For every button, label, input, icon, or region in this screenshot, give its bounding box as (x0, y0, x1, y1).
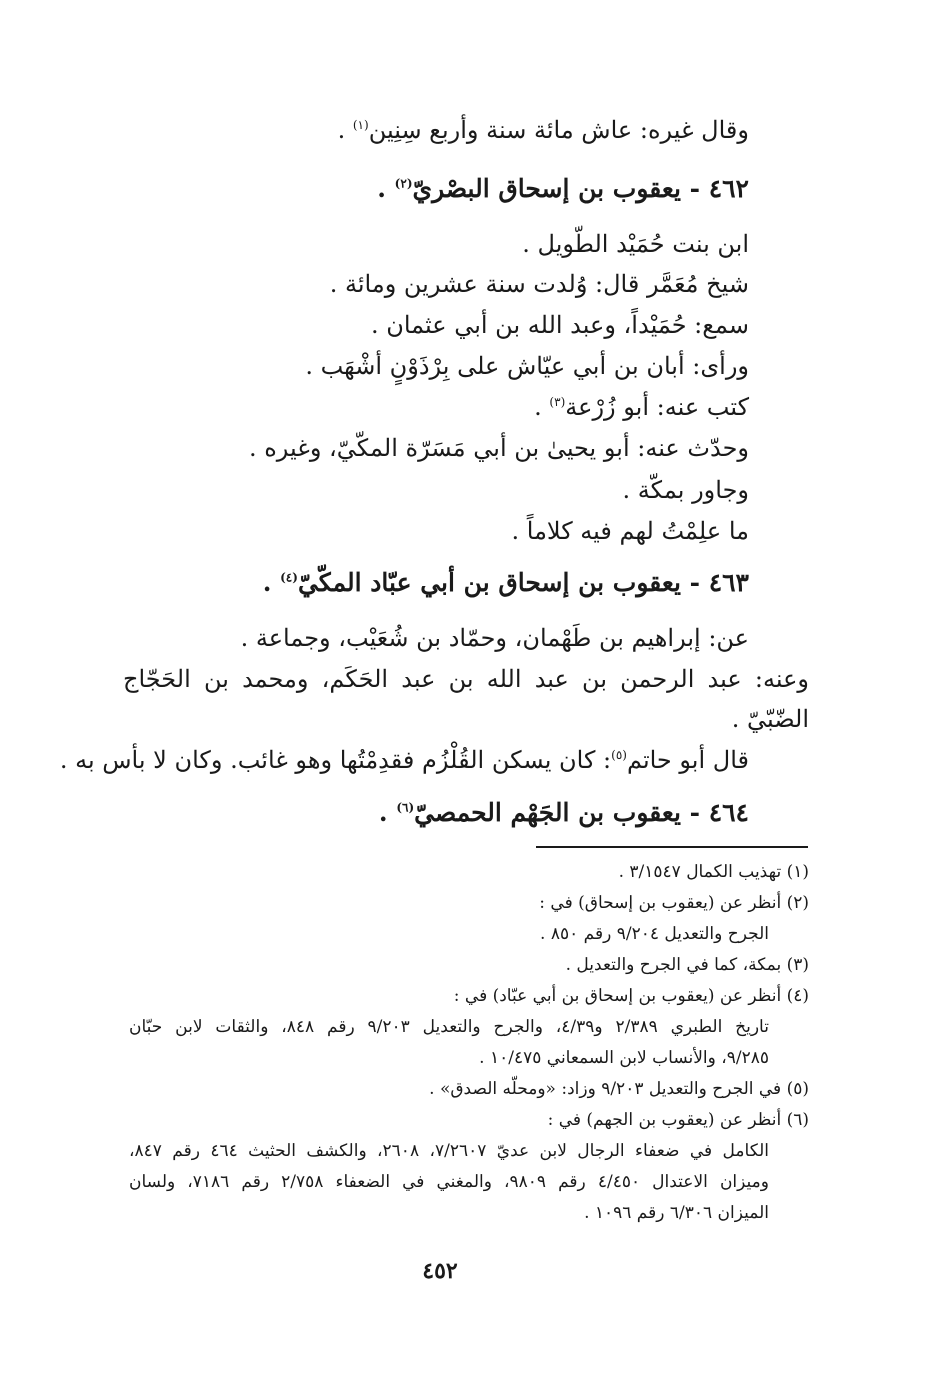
footnote-divider (536, 846, 808, 848)
footnote: (٦) أنظر عن (يعقوب بن الجهم) في : (547, 1110, 809, 1130)
text-line: ابن بنت حُمَيْد الطّويل . (522, 230, 749, 258)
heading-text: ٤٦٣ - يعقوب بن إسحاق بن أبي عبّاد المكّيّ (297, 568, 749, 597)
footnote-mark: (١) (352, 118, 369, 132)
line-text: وقال غيره: عاش مائة سنة وأربع سِنِين (368, 116, 749, 144)
line-text: قال أبو حاتم (626, 746, 749, 774)
line-text: كتب عنه: أبو زُرْعة (565, 393, 749, 421)
footnote: (١) تهذيب الكمال ٣/١٥٤٧ . (618, 862, 809, 882)
footnote: (٣) بمكة، كما في الجرح والتعديل . (565, 955, 809, 975)
entry-heading-463 (263, 568, 749, 597)
line-text: : كان يسكن القُلْزُم فقدِمْتُها وهو غائب. وكان لا بأس به . (59, 746, 612, 774)
footnote-mark: (٣) (549, 395, 566, 409)
footnote-mark: (٥) (611, 748, 627, 762)
entry-heading-462 (377, 174, 749, 203)
text-line: وحدّث عنه: أبو يحيىٰ بن أبي مَسَرّة المكّيّ، وغيره . (248, 434, 749, 462)
line-end: . (534, 393, 550, 421)
heading-end: . (377, 174, 395, 203)
footnote-mark: (٦) (396, 800, 415, 815)
text-line (338, 116, 749, 144)
footnote: الكامل في ضعفاء الرجال لابن عديّ ٧/٢٦٠٧، ٢٦٠٨، والكشف الحثيث ٤٦٤ رقم ٨٤٧، (129, 1141, 769, 1161)
page-number: ٤٥٢ (422, 1258, 458, 1284)
line-end: . (337, 116, 353, 144)
heading-text: ٤٦٢ - يعقوب بن إسحاق البصْريّ (412, 174, 749, 203)
footnote: (٢) أنظر عن (يعقوب بن إسحاق) في : (539, 893, 809, 913)
footnote: (٤) أنظر عن (يعقوب بن إسحاق بن أبي عبّاد) في : (453, 986, 809, 1006)
heading-text: ٤٦٤ - يعقوب بن الجَهْم الحمصيّ (414, 798, 749, 827)
heading-end: . (378, 798, 397, 827)
footnote: ٩/٢٨٥، والأنساب لابن السمعاني ١٠/٤٧٥ . (479, 1048, 769, 1068)
text-line: وجاور بمكّة . (622, 476, 749, 504)
heading-end: . (262, 568, 281, 597)
text-line: سمع: حُمَيْداً، وعبد الله بن أبي عثمان . (370, 311, 749, 339)
text-line (60, 746, 749, 774)
footnote: الجرح والتعديل ٩/٢٠٤ رقم ٨٥٠ . (540, 924, 769, 944)
footnote: (٥) في الجرح والتعديل ٩/٢٠٣ وزاد: «ومحلّه الصدق» . (429, 1079, 809, 1099)
text-line: عن: إبراهيم بن طَهْمان، وحمّاد بن شُعَيْب، وجماعة . (240, 624, 749, 652)
footnote: الميزان ٦/٣٠٦ رقم ١٠٩٦ . (584, 1203, 769, 1223)
text-line: ما علِمْتُ لهم فيه كلاماً . (511, 517, 749, 545)
footnote-mark: (٢) (394, 176, 413, 191)
text-line: شيخ مُعَمَّر قال: وُلدت سنة عشرين ومائة . (329, 270, 749, 298)
text-line: وعنه: عبد الرحمن بن عبد الله بن عبد الحَكَم، ومحمد بن الحَجّاج (123, 665, 809, 693)
text-line: ورأى: أبان بن أبي عيّاش على بِرْذَوْنٍ أشْهَب . (305, 352, 749, 380)
text-line (534, 393, 749, 421)
text-line: الضّبّيّ . (731, 705, 809, 733)
footnote: وميزان الاعتدال ٤/٤٥٠ رقم ٩٨٠٩، والمغني في الضعفاء ٢/٧٥٨ رقم ٧١٨٦، ولسان (129, 1172, 769, 1192)
footnote: تاريخ الطبري ٢/٣٨٩ و٤/٣٩، والجرح والتعديل ٩/٢٠٣ رقم ٨٤٨، والثقات لابن حبّان (129, 1017, 769, 1037)
entry-heading-464 (379, 798, 749, 827)
footnote-mark: (٤) (280, 570, 298, 585)
